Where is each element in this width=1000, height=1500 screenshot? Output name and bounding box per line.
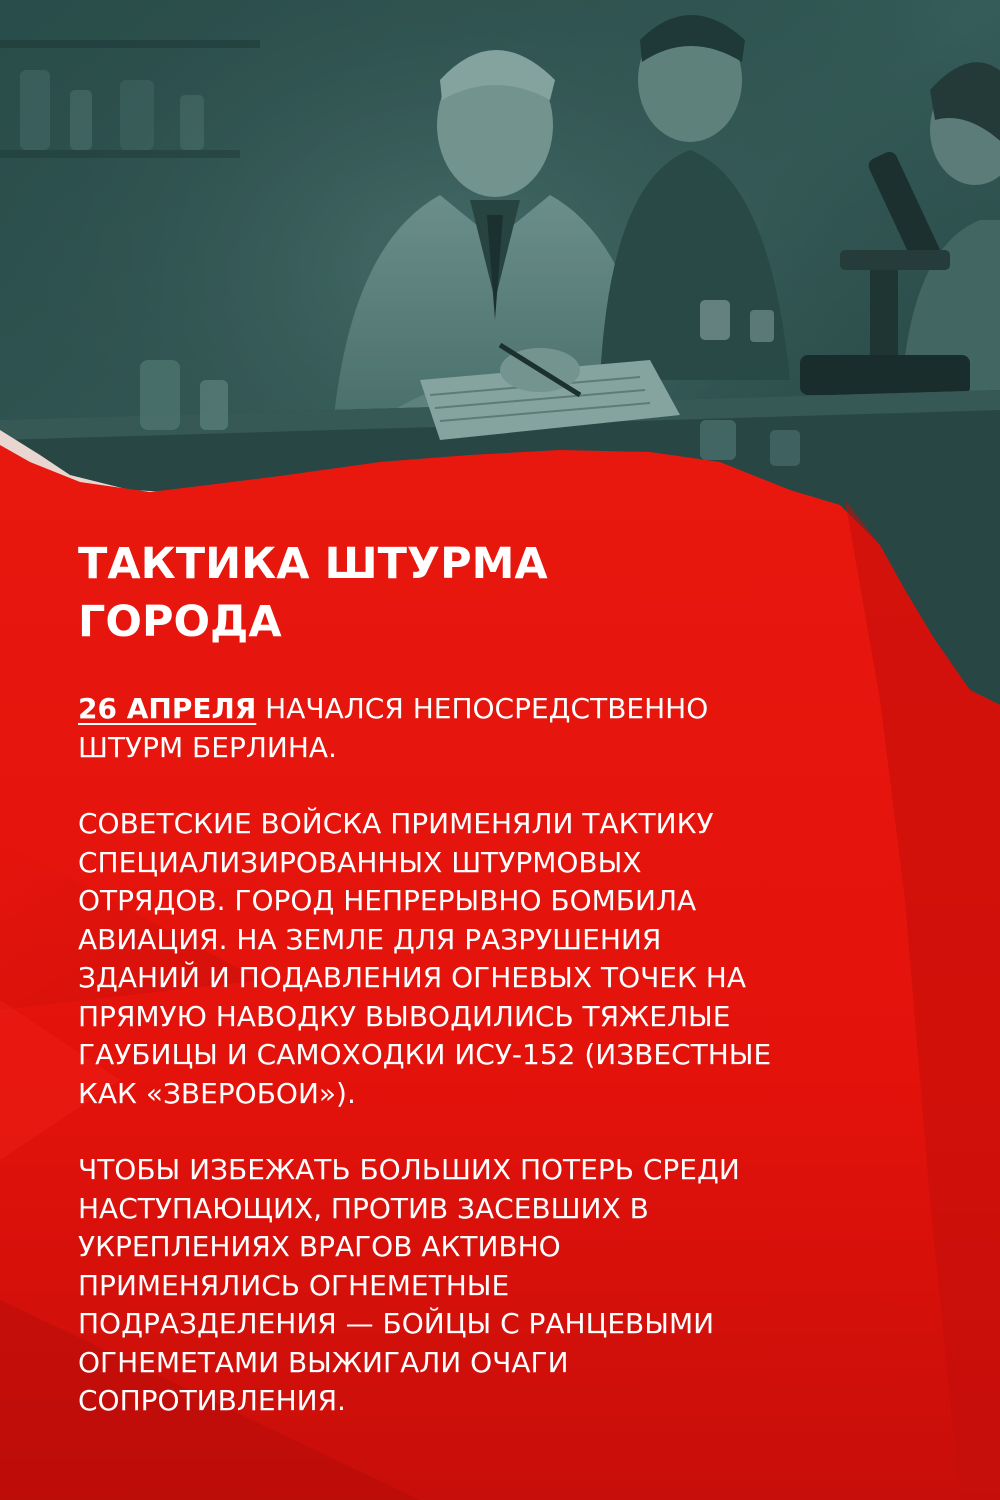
paragraph-line: ЧТОБЫ ИЗБЕЖАТЬ БОЛЬШИХ ПОТЕРЬ СРЕДИ: [78, 1153, 740, 1186]
paragraph-flamethrowers: [78, 1151, 938, 1421]
paragraph-line: ПРИМЕНЯЛИСЬ ОГНЕМЕТНЫЕ: [78, 1268, 510, 1302]
paragraph-line: НАСТУПАЮЩИХ, ПРОТИВ ЗАСЕВШИХ В: [78, 1191, 649, 1225]
paragraph-line: СПЕЦИАЛИЗИРОВАННЫХ ШТУРМОВЫХ: [78, 845, 642, 879]
paragraph-line: СОВЕТСКИЕ ВОЙСКА ПРИМЕНЯЛИ ТАКТИКУ: [78, 807, 714, 840]
paragraph-line: [78, 690, 938, 729]
title-line: ТАКТИКА ШТУРМА: [78, 539, 548, 589]
paragraph-line: ПРЯМУЮ НАВОДКУ ВЫВОДИЛИСЬ ТЯЖЕЛЫЕ: [78, 999, 731, 1033]
paragraph-line: ГАУБИЦЫ И САМОХОДКИ ИСУ-152 (ИЗВЕСТНЫЕ: [78, 1038, 772, 1071]
title-line: ГОРОДА: [78, 597, 282, 647]
date-highlight: 26 АПРЕЛЯ: [78, 692, 257, 725]
paragraph-line: АВИАЦИЯ. НА ЗЕМЛЕ ДЛЯ РАЗРУШЕНИЯ: [78, 922, 662, 956]
paragraph-text: НАЧАЛСЯ НЕПОСРЕДСТВЕННО: [256, 692, 709, 725]
paragraph-line: СОПРОТИВЛЕНИЯ.: [78, 1384, 346, 1417]
paragraph-intro: [78, 690, 938, 767]
paragraph-line: ОТРЯДОВ. ГОРОД НЕПРЕРЫВНО БОМБИЛА: [78, 884, 697, 917]
paragraph-line: ОГНЕМЕТАМИ ВЫЖИГАЛИ ОЧАГИ: [78, 1345, 569, 1379]
paragraph-line: ПОДРАЗДЕЛЕНИЯ — БОЙЦЫ С РАНЦЕВЫМИ: [78, 1307, 715, 1340]
page-title: [78, 535, 938, 651]
paragraph-line: ШТУРМ БЕРЛИНА.: [78, 730, 337, 764]
paragraph-line: ЗДАНИЙ И ПОДАВЛЕНИЯ ОГНЕВЫХ ТОЧЕК НА: [78, 961, 746, 994]
paragraph-line: КАК «ЗВЕРОБОИ»).: [78, 1076, 356, 1110]
article: [78, 535, 938, 1421]
paragraph-line: УКРЕПЛЕНИЯХ ВРАГОВ АКТИВНО: [78, 1230, 561, 1263]
paragraph-tactics: [78, 805, 938, 1113]
